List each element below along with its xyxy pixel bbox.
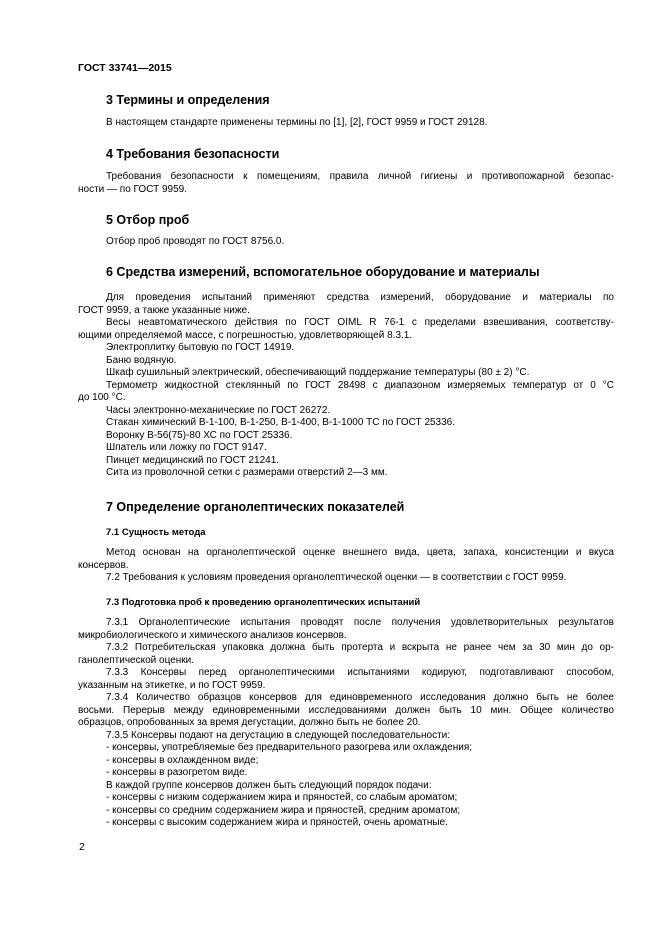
section-7-heading: 7 Определение органолептических показателей [106,500,405,514]
list-item: Стакан химический В-1-100, В-1-250, В-1-400, В-1-1000 ТС по ГОСТ 25336. [106,417,456,428]
paragraph-line: Требования безопасности к помещениям, правила личной гигиены и противопожарной безопас- [106,171,614,182]
list-item: Сита из проволочной сетки с размерами отверстий 2—3 мм. [106,467,388,478]
paragraph-line: Метод основан на органолептической оценке внешнего вида, цвета, запаха, консистенции и вкуса [106,547,614,558]
paragraph-line: 7.3.1 Органолептические испытания проводят после получения удовлетворительных результатов [106,617,614,628]
paragraph-line: ГОСТ 9959, а также указанные ниже. [78,304,250,316]
paragraph: Отбор проб проводят по ГОСТ 8756.0. [106,236,285,247]
list-item: Шкаф сушильный электрический, обеспечивающий поддержание температуры (80 ± 2) °С. [106,367,530,378]
paragraph-line: 7.3.2 Потребительская упаковка должна быть протерта и вскрыта не ранее чем за 30 мин до ор- [106,642,614,653]
paragraph-line: консервов. [78,559,129,571]
list-item: Баню водяную. [106,354,177,366]
subsection-7-3-heading: 7.3 Подготовка проб к проведению органолептических испытаний [106,597,421,608]
subsection-7-1-heading: 7.1 Сущность метода [106,527,206,538]
list-item: Часы электронно-механические по ГОСТ 26272. [106,404,331,416]
section-5-heading: 5 Отбор проб [106,213,190,227]
paragraph-line: образцов, опробованных за время дегустации, должно быть не более 20. [78,717,421,728]
list-item: Термометр жидкостной стеклянный по ГОСТ 28498 с диапазоном измеряемых температур от 0 °С [106,379,614,391]
document-code-header: ГОСТ 33741—2015 [78,62,172,74]
subsection-7-3-body [78,617,614,830]
section-3-heading: 3 Термины и определения [106,93,270,107]
subsection-7-1-body [78,547,614,585]
section-6-heading: 6 Средства измерений, вспомогательное оборудование и материалы [106,265,540,279]
list-item: Воронку В-56(75)-80 ХС по ГОСТ 25336. [106,429,293,441]
paragraph-line: ющими определяемой массе, с погрешностью, удовлетворяющей 8.3.1. [78,329,413,341]
paragraph-line: 7.2 Требования к условиям проведения органолептической оценки — в соответствии с ГОСТ 9959. [106,572,567,583]
list-item: Пинцет медицинский по ГОСТ 21241. [106,454,280,466]
list-item: - консервы в охлажденном виде; [106,754,259,766]
list-item: Электроплитку бытовую по ГОСТ 14919. [106,342,295,353]
paragraph-line: до 100 °С. [78,392,126,403]
paragraph-line: 7.3.5 Консервы подают на дегустацию в следующей последовательности: [106,729,451,741]
paragraph-line: 7.3.3 Консервы перед органолептическими испытаниями кодируют, подготавливают способом, [106,667,614,678]
list-item: - консервы с низким содержанием жира и пряностей, со слабым ароматом; [106,792,458,803]
paragraph-line: В каждой группе консервов должен быть следующий порядок подачи: [106,779,432,791]
paragraph-line: микробиологического и химического анализов консервов. [78,629,347,641]
section-4-heading: 4 Требования безопасности [106,147,280,161]
paragraph: В настоящем стандарте применены термины по [1], [2], ГОСТ 9959 и ГОСТ 29128. [106,117,488,128]
paragraph-line: восьми. Перерыв между единовременными исследованиями должен быть 10 мин. Общее количество [78,704,614,716]
section-5-body [78,236,614,249]
list-item: - консервы в разогретом виде. [106,767,248,778]
paragraph-line: Для проведения испытаний применяют средства измерений, оборудование и материалы по [106,292,614,303]
section-4-body [78,171,614,196]
list-item: - консервы со средним содержанием жира и пряностей, средним ароматом; [106,804,461,816]
list-item: - консервы с высоким содержанием жира и пряностей, очень ароматные. [106,817,448,828]
paragraph-line: 7.3.4 Количество образцов консервов для единовременного исследования должно быть не более [106,692,614,703]
section-6-body [78,292,614,480]
section-3-body [78,117,614,130]
page-number: 2 [79,841,85,853]
paragraph-line: ганолептической оценки. [78,654,195,666]
list-item: - консервы, употребляемые без предварительного разогрева или охлаждения; [106,742,473,753]
paragraph-line: ности — по ГОСТ 9959. [78,183,187,195]
paragraph-line: Весы неавтоматического действия по ГОСТ OIML R 76-1 с пределами взвешивания, соответству- [106,317,614,328]
paragraph-line: указанным на этикетке, и по ГОСТ 9959. [78,679,266,691]
list-item: Шпатель или ложку по ГОСТ 9147. [106,442,267,453]
